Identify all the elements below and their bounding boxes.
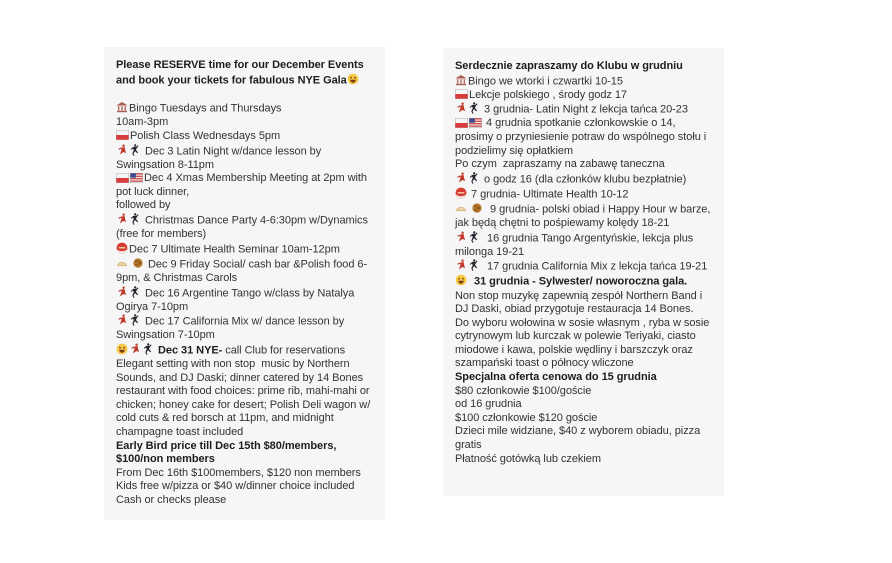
flag-poland-icon <box>116 173 129 183</box>
december-events-post-pl <box>443 48 724 496</box>
text-run: Dzieci mile widziane, $40 z wyborem obiadu, pizza gratis <box>455 425 704 452</box>
text-run: Kids free w/pizza or $40 w/dinner choice included <box>116 480 355 493</box>
text-run: Cash or checks please <box>116 493 227 506</box>
dancer-woman-icon <box>455 259 467 271</box>
post-line <box>116 257 373 286</box>
flag-poland-icon <box>455 118 468 128</box>
post-line <box>116 59 373 88</box>
text-run: 9 grudnia- polski obiad i Happy Hour w barze, jak będą chętni to pośpiewamy kolędy 18-21 <box>455 203 714 230</box>
text-run: Bingo Tuesdays and Thursdays <box>129 102 282 115</box>
post-line <box>116 242 373 257</box>
text-run: Non stop muzykę zapewnią zespół Northern Band i DJ Daski, obiad przygotuje restauracja 14 Bones. <box>455 289 706 316</box>
dancer-woman-icon <box>116 144 128 156</box>
dancer-woman-icon <box>455 172 467 184</box>
smiley-face-icon <box>347 73 359 85</box>
classical-building-icon <box>455 74 467 86</box>
post-line <box>116 213 373 242</box>
dancer-woman-icon <box>116 213 128 225</box>
post-line <box>455 398 712 412</box>
dancer-man-icon <box>129 213 141 225</box>
text-run: Please RESERVE time for our December Events and book your tickets for fabulous NYE Gala <box>116 59 367 87</box>
dancer-man-icon <box>468 102 480 114</box>
post-line <box>455 74 712 89</box>
text-run: Dec 9 Friday Social/ cash bar &Polish food 6-9pm, & Christmas Carols <box>116 258 368 284</box>
dancer-woman-icon <box>116 286 128 298</box>
post-line <box>455 290 712 317</box>
post-line <box>455 158 712 172</box>
text-run: Early Bird price till Dec 15th $80/members, $100/non members <box>116 439 340 466</box>
flag-usa-icon <box>469 118 482 128</box>
smiley-face-icon <box>455 274 467 286</box>
text-run: 7 grudnia- Ultimate Health 10-12 <box>468 188 629 201</box>
post-line <box>455 202 712 231</box>
text-run: Dec 4 Xmas Membership Meeting at 2pm with pot luck dinner, <box>116 172 370 198</box>
post-line <box>455 317 712 371</box>
post-line <box>455 60 712 74</box>
text-run: Christmas Dance Party 4-6:30pm w/Dynamics (free for members) <box>116 214 371 241</box>
text-run: 3 grudnia- Latin Night z lekcja tańca 20-23 <box>481 103 688 116</box>
text-run: Do wyboru wołowina w sosie własnym , ryba w sosie cytrynowym lub kurczak w polewie Teriyaki, ciasto miodowe i kawa, polskie wędliny i barszczyk oraz szampański toast o północy wliczone <box>455 316 713 370</box>
dancer-man-icon <box>468 172 480 184</box>
text-run: followed by <box>116 199 171 212</box>
dancer-man-icon <box>142 343 154 355</box>
dancer-woman-icon <box>455 231 467 243</box>
text-run: Dec 7 Ultimate Health Seminar 10am-12pm <box>129 243 340 256</box>
santa-face-icon <box>455 187 467 199</box>
dancer-man-icon <box>129 144 141 156</box>
post-line <box>116 480 373 494</box>
blank-line <box>116 88 373 102</box>
text-run: From Dec 16th $100members, $120 non members <box>116 466 361 479</box>
text-run: Dec 31 NYE- <box>155 344 223 357</box>
post-line <box>455 425 712 452</box>
text-run: Dec 17 California Mix w/ dance lesson by Swingsation 7-10pm <box>116 315 348 342</box>
text-run: Polish Class Wednesdays 5pm <box>130 129 281 142</box>
dancer-man-icon <box>468 231 480 243</box>
post-line <box>455 371 712 385</box>
text-run: Serdecznie zapraszamy do Klubu w grudniu <box>455 60 683 72</box>
post-line <box>116 343 373 358</box>
post-line <box>116 467 373 481</box>
post-line <box>116 144 373 173</box>
dancer-woman-icon <box>129 343 141 355</box>
post-line <box>116 172 373 199</box>
classical-building-icon <box>116 101 128 113</box>
text-run: 31 grudnia - Sylwester/ noworoczna gala. <box>468 275 688 288</box>
post-line <box>116 116 373 130</box>
dancer-woman-icon <box>116 314 128 326</box>
text-run: $80 członkowie $100/goście <box>455 384 592 397</box>
text-run: 16 grudnia Tango Argentyńskie, lekcja plus milonga 19-21 <box>455 232 697 258</box>
text-run: Elegant setting with non stop music by Northern Sounds, and DJ Daski; dinner catered by 14 Bones restaurant with food choices: prime rib, mahi-mahi or chicken; honey cake for desert; Polish Deli wagon w/ cold cuts & red borsch at 11pm, and midnight champagne toast included <box>116 357 374 438</box>
text-run: Lekcje polskiego , środy godz 17 <box>469 88 627 101</box>
post-line <box>455 231 712 260</box>
text-run: Dec 3 Latin Night w/dance lesson by Swingsation 8-11pm <box>116 145 325 171</box>
post-line <box>455 89 712 103</box>
dancer-woman-icon <box>455 102 467 114</box>
dumpling-icon <box>455 202 467 214</box>
pretzel-icon <box>132 257 144 269</box>
post-line <box>455 412 712 426</box>
text-run: o godz 16 (dla członków klubu bezpłatnie) <box>481 173 687 186</box>
text-run: Płatność gotówką lub czekiem <box>455 452 601 465</box>
text-run: $100 członkowie $120 goście <box>455 411 598 424</box>
post-line <box>455 385 712 399</box>
flag-poland-icon <box>116 130 129 140</box>
post-line <box>116 130 373 144</box>
post-line <box>455 187 712 202</box>
dancer-man-icon <box>129 286 141 298</box>
post-line <box>455 453 712 467</box>
text-run: Po czym zapraszamy na zabawę taneczna <box>455 158 665 171</box>
smiley-face-icon <box>116 343 128 355</box>
post-line <box>116 440 373 467</box>
post-line <box>455 172 712 187</box>
dancer-man-icon <box>129 314 141 326</box>
flag-usa-icon <box>130 173 143 183</box>
post-line <box>455 117 712 158</box>
post-line <box>455 274 712 289</box>
text-run: Specjalna oferta cenowa do 15 grudnia <box>455 371 657 384</box>
flag-poland-icon <box>455 89 468 99</box>
pretzel-icon <box>471 202 483 214</box>
text-run: 10am-3pm <box>116 116 169 129</box>
dumpling-icon <box>116 257 128 269</box>
santa-face-icon <box>116 242 128 254</box>
post-line <box>116 101 373 116</box>
text-run: call Club for reservations <box>222 344 346 357</box>
dancer-man-icon <box>468 259 480 271</box>
post-line <box>116 286 373 315</box>
text-run: 17 grudnia California Mix z lekcja tańca 19-21 <box>481 260 708 273</box>
text-run: 4 grudnia spotkanie członkowskie o 14, prosimy o przyniesienie potraw do wspólnego stołu i podzielimy się opłatkiem <box>455 117 710 157</box>
post-line <box>455 259 712 274</box>
text-run: Bingo we wtorki i czwartki 10-15 <box>468 75 623 88</box>
post-line <box>116 494 373 508</box>
post-line <box>116 199 373 213</box>
post-line <box>455 102 712 117</box>
post-line <box>116 314 373 343</box>
post-line <box>116 358 373 440</box>
text-run: od 16 grudnia <box>455 398 522 411</box>
december-events-post-en <box>104 47 385 520</box>
text-run: Dec 16 Argentine Tango w/class by Natalya Ogirya 7-10pm <box>116 287 358 313</box>
